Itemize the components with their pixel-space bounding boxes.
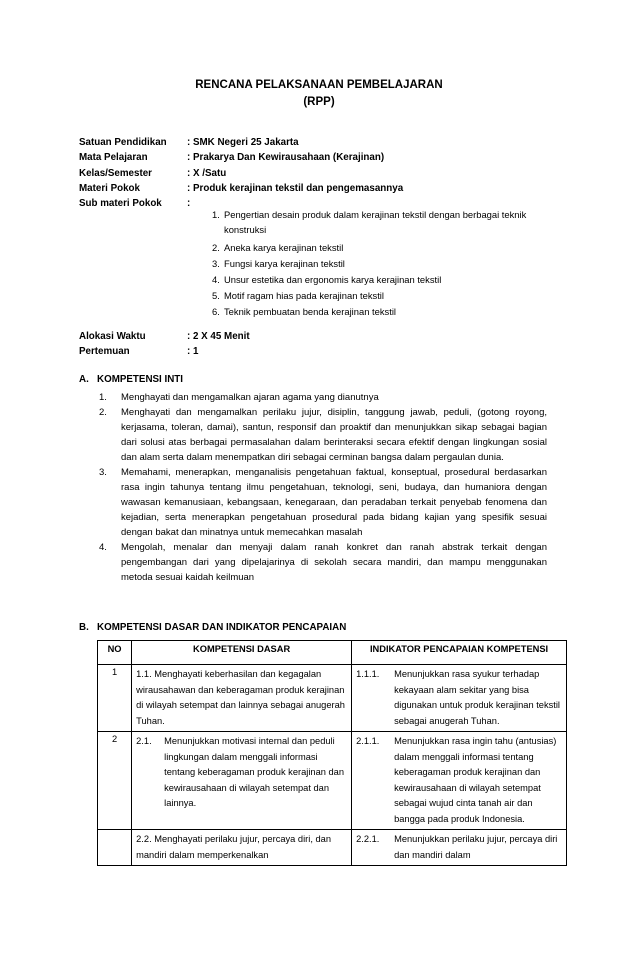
column-header-kd: KOMPETENSI DASAR xyxy=(132,641,352,665)
kd-cell xyxy=(132,665,352,732)
list-item-text: Fungsi karya kerajinan tekstil xyxy=(224,258,345,269)
meta-value: : 2 X 45 Menit xyxy=(187,331,250,342)
section-heading-a: A. KOMPETENSI INTI xyxy=(79,374,184,385)
list-item-text: Menghayati dan mengamalkan perilaku jujur, disiplin, tanggung jawab, peduli, (gotong royong, kerjasama, toleran, damai), santun, responsif dan proaktif dan menunjukkan sikap sebagai bagian dari solusi atas berbagai permasalahan dalam berinteraksi secara efektif dengan lingkungan sosial dan alam serta dalam menempatkan diri sebagai cerminan bangsa dalam pergaulan dunia. xyxy=(121,407,547,463)
table-row xyxy=(98,665,567,732)
document-title: RENCANA PELAKSANAAN PEMBELAJARAN xyxy=(195,79,443,91)
list-item-text: Menghayati dan mengamalkan ajaran agama yang dianutnya xyxy=(121,392,379,403)
list-item: 5. Motif ragam hias pada kerajinan tekstil xyxy=(212,290,384,301)
indikator-cell xyxy=(352,665,567,732)
meta-label: Alokasi Waktu xyxy=(79,331,146,342)
list-item: 4. Mengolah, menalar dan menyaji dalam ranah konkret dan ranah abstrak terkait dengan pengembangan dari yang dipelajarinya di sekolah secara mandiri, dan mampu menggunakan metoda sesuai kaidah keilmuan xyxy=(99,542,547,583)
indikator-code: 2.1.1. xyxy=(356,736,380,746)
section-heading-b: B. KOMPETENSI DASAR DAN INDIKATOR PENCAPAIAN xyxy=(79,622,347,633)
meta-label: Sub materi Pokok xyxy=(79,198,162,209)
document-subtitle: (RPP) xyxy=(303,96,335,108)
meta-label: Materi Pokok xyxy=(79,183,140,194)
meta-label: Mata Pelajaran xyxy=(79,152,148,163)
meta-value: : Produk kerajinan tekstil dan pengemasannya xyxy=(187,183,404,194)
kd-text: Menghayati keberhasilan dan kegagalan wirausahawan dan keberagaman produk kerajinan di wilayah setempat dan lainnya sebagai anugerah Tuhan. xyxy=(136,669,345,726)
list-item: 2. Menghayati dan mengamalkan perilaku jujur, disiplin, tanggung jawab, peduli, (gotong royong, kerjasama, toleran, damai), santun, responsif dan proaktif dan menunjukkan sikap sebagai bagian dari solusi atas berbagai permasalahan dalam berinteraksi secara efektif dengan lingkungan sosial dan alam serta dalam menempatkan diri sebagai cerminan bangsa dalam pergaulan dunia. xyxy=(99,407,547,463)
row-number xyxy=(98,830,132,866)
kd-cell xyxy=(132,830,352,866)
meta-label: Kelas/Semester xyxy=(79,168,152,179)
kd-code: 1.1. xyxy=(136,669,152,679)
sub-materi-list xyxy=(202,205,562,320)
list-item: 1. Menghayati dan mengamalkan ajaran agama yang dianutnya xyxy=(99,392,379,403)
list-item-text: Aneka karya kerajinan tekstil xyxy=(224,242,344,253)
table-header-row xyxy=(98,641,567,665)
meta-value: : Prakarya Dan Kewirausahaan (Kerajinan) xyxy=(187,152,385,163)
kd-cell xyxy=(132,732,352,830)
column-header-no: NO xyxy=(98,641,132,665)
indikator-code: 2.2.1. xyxy=(356,834,380,844)
indikator-text: Menunjukkan rasa syukur terhadap kekayaan alam sekitar yang bisa digunakan untuk produk kerajinan tekstil sebagai anugerah Tuhan. xyxy=(394,669,560,726)
row-number: 1 xyxy=(98,665,132,732)
indikator-code: 1.1.1. xyxy=(356,669,380,679)
indikator-text: Menunjukkan perilaku jujur, percaya diri dan mandiri dalam xyxy=(394,834,558,860)
list-item-text: Memahami, menerapkan, menganalisis pengetahuan faktual, konseptual, prosedural berdasarkan rasa ingin tahunya tentang ilmu pengetahuan, teknologi, seni, budaya, dan humaniora dengan wawasan kemanusiaan, kebangsaan, kenegaraan, dan peradaban terkait penyebab fenomena dan kejadian, serta menerapkan pengetahuan prosedural pada bidang kajian yang spesifik sesuai dengan bakat dan minatnya untuk memecahkan masalah xyxy=(121,467,547,538)
kd-text: Menunjukkan motivasi internal dan peduli lingkungan dalam menggali informasi tentang keberagaman produk kerajinan dan kewirausahaan di wilayah setempat dan lainnya. xyxy=(164,736,345,808)
meta-value: : X /Satu xyxy=(187,168,227,179)
kd-code: 2.1. xyxy=(136,736,152,746)
meta-value: : 1 xyxy=(187,346,199,357)
list-item-text: Pengertian desain produk dalam kerajinan tekstil dengan berbagai teknik konstruksi xyxy=(224,209,527,235)
meta-label: Pertemuan xyxy=(79,346,130,357)
meta-value: : xyxy=(187,198,191,209)
table-row xyxy=(98,830,567,866)
indikator-cell xyxy=(352,830,567,866)
list-item-text: Unsur estetika dan ergonomis karya kerajinan tekstil xyxy=(224,274,442,285)
meta-value: : SMK Negeri 25 Jakarta xyxy=(187,137,299,148)
list-item: 4. Unsur estetika dan ergonomis karya kerajinan tekstil xyxy=(212,274,442,285)
indikator-cell xyxy=(352,732,567,830)
kompetensi-dasar-table xyxy=(97,640,567,866)
list-item: 2. Aneka karya kerajinan tekstil xyxy=(212,242,344,253)
list-item-text: Mengolah, menalar dan menyaji dalam ranah konkret dan ranah abstrak terkait dengan pengembangan dari yang dipelajarinya di sekolah secara mandiri, dan mampu menggunakan metoda sesuai kaidah keilmuan xyxy=(121,542,547,583)
column-header-indikator: INDIKATOR PENCAPAIAN KOMPETENSI xyxy=(352,641,567,665)
meta-label: Satuan Pendidikan xyxy=(79,137,167,148)
indikator-text: Menunjukkan rasa ingin tahu (antusias) dalam menggali informasi tentang keberagaman produk kerajinan dan kewirausahaan di wilayah setempat sebagai wujud cinta tanah air dan bangga pada produk Indonesia. xyxy=(394,736,557,824)
list-item: 1. Pengertian desain produk dalam kerajinan tekstil dengan berbagai teknik konstruksi xyxy=(212,209,527,235)
list-item: 6. Teknik pembuatan benda kerajinan tekstil xyxy=(212,306,396,317)
list-item: 3. Fungsi karya kerajinan tekstil xyxy=(212,258,345,269)
list-item: 3. Memahami, menerapkan, menganalisis pengetahuan faktual, konseptual, prosedural berdasarkan rasa ingin tahunya tentang ilmu pengetahuan, teknologi, seni, budaya, dan humaniora dengan wawasan kemanusiaan, kebangsaan, kenegaraan, dan peradaban terkait penyebab fenomena dan kejadian, serta menerapkan pengetahuan prosedural pada bidang kajian yang spesifik sesuai dengan bakat dan minatnya untuk memecahkan masalah xyxy=(99,467,547,538)
kd-code: 2.2. xyxy=(136,834,152,844)
row-number: 2 xyxy=(98,732,132,830)
table-row xyxy=(98,732,567,830)
kompetensi-inti-list xyxy=(97,390,547,585)
list-item-text: Teknik pembuatan benda kerajinan tekstil xyxy=(224,306,396,317)
kd-text: Menghayati perilaku jujur, percaya diri, dan mandiri dalam memperkenalkan xyxy=(136,834,331,860)
list-item-text: Motif ragam hias pada kerajinan tekstil xyxy=(224,290,384,301)
